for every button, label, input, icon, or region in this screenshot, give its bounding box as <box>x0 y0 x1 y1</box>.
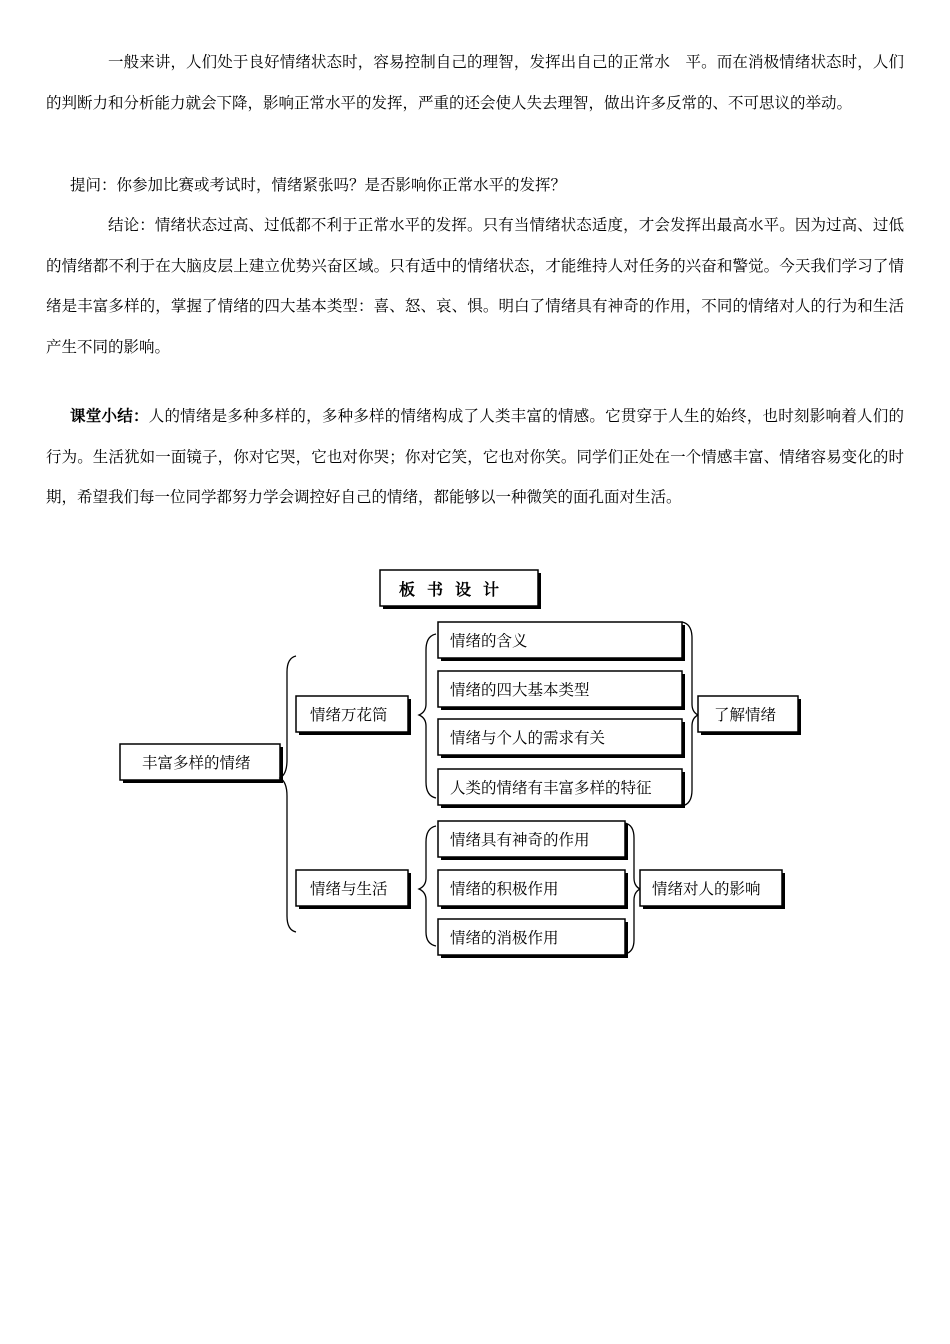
result-box-1 <box>698 696 801 735</box>
summary-label: 课堂小结： <box>70 406 149 425</box>
branch-box-2 <box>296 870 411 909</box>
result-label-2: 情绪对人的影响 <box>652 880 761 898</box>
paragraph-emotion-state: 一般来讲，人们处于良好情绪状态时，容易控制自己的理智，发挥出自己的正常水 平。而在消极情绪状态时，人们的判断力和分析能力就会下降，影响正常水平的发挥，严重的还会使人失去理智，做出许多反常的、不可思议的举动。 <box>46 53 904 112</box>
branch-label-2: 情绪与生活 <box>310 880 388 898</box>
items2-group <box>438 821 628 958</box>
branch2-brace <box>419 826 436 946</box>
root-brace <box>280 656 296 932</box>
item2-0: 情绪具有神奇的作用 <box>450 831 590 849</box>
paragraph-conclusion: 结论：情绪状态过高、过低都不利于正常水平的发挥。只有当情绪状态适度，才会发挥出最高水平。因为过高、过低的情绪都不利于在大脑皮层上建立优势兴奋区域。只有适中的情绪状态，才能维持人对任务的兴奋和警觉。今天我们学习了情绪是丰富多样的，掌握了情绪的四大基本类型：喜、怒、哀、惧。明白了情绪具有神奇的作用，不同的情绪对人的行为和生活产生不同的影响。 <box>46 216 904 356</box>
paragraph-summary <box>46 396 904 518</box>
diagram-title: 板书设计 <box>399 580 512 599</box>
root-label: 丰富多样的情绪 <box>142 754 251 772</box>
item2-2: 情绪的消极作用 <box>450 929 559 947</box>
summary-text: 人的情绪是多种多样的，多种多样的情绪构成了人类丰富的情感。它贯穿于人生的始终，也时刻影响着人们的行为。生活犹如一面镜子，你对它哭，它也对你哭；你对它笑，它也对你笑。同学们正处在一个情感丰富、情绪容易变化的时期，希望我们每一位同学都努力学会调控好自己的情绪，都能够以一种微笑的面孔面对生活。 <box>46 407 904 506</box>
items1-group <box>438 622 685 808</box>
branch1-brace <box>419 634 436 798</box>
item1-1: 情绪的四大基本类型 <box>450 681 590 699</box>
board-design-diagram <box>0 560 950 980</box>
branch-box-1 <box>296 696 411 735</box>
item2-1: 情绪的积极作用 <box>450 880 559 898</box>
branch-label-1: 情绪万花筒 <box>310 706 388 724</box>
item1-0: 情绪的含义 <box>450 632 528 650</box>
result-box-2 <box>640 870 785 909</box>
paragraph-question: 提问：你参加比赛或考试时，情绪紧张吗？是否影响你正常水平的发挥？ <box>70 176 567 194</box>
root-box <box>120 744 283 783</box>
result-label-1: 了解情绪 <box>714 706 777 724</box>
item1-3: 人类的情绪有丰富多样的特征 <box>450 779 652 797</box>
diagram-title-box <box>380 570 541 609</box>
item1-2: 情绪与个人的需求有关 <box>450 729 606 747</box>
